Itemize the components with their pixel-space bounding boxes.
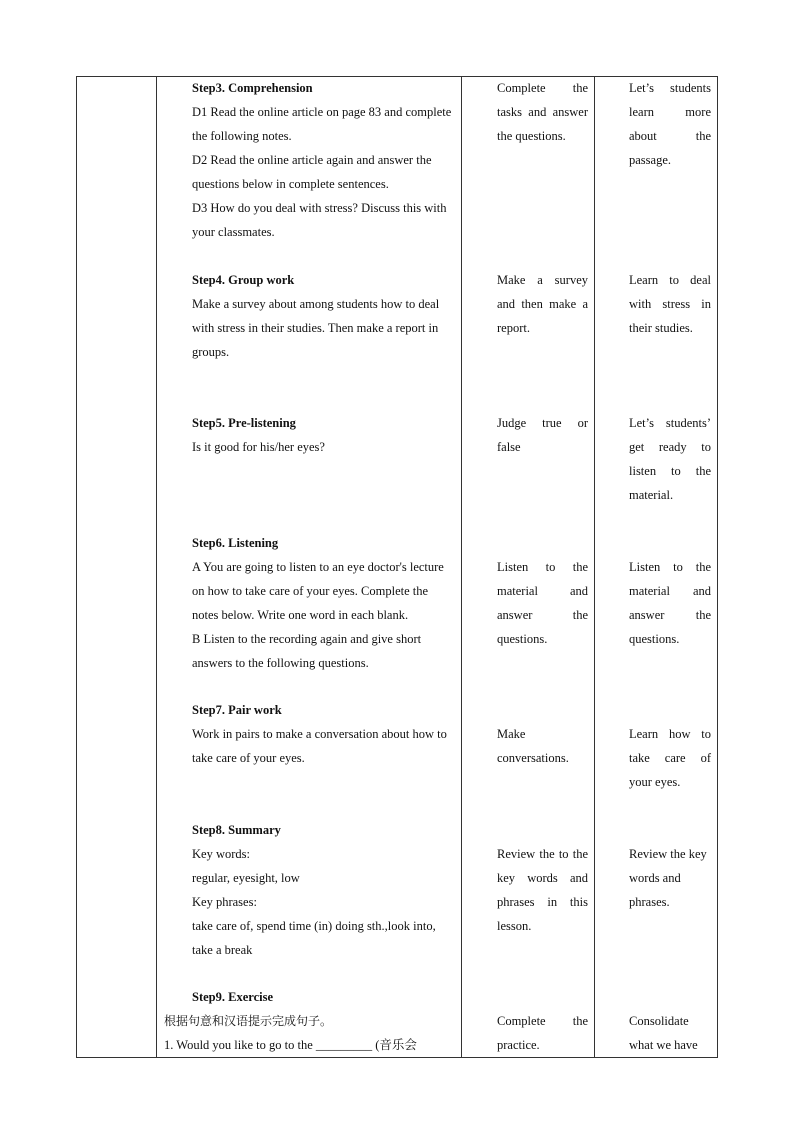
step7-student-activity: Make conversations. bbox=[497, 727, 569, 765]
step6-content bbox=[164, 531, 454, 675]
table-column-divider-1 bbox=[156, 76, 157, 1058]
step8-content bbox=[164, 818, 454, 962]
step8-key-words: regular, eyesight, low bbox=[192, 871, 300, 885]
step5-student-activity: Judge true or false bbox=[497, 416, 588, 454]
step7-content bbox=[164, 698, 454, 770]
step3-content bbox=[164, 76, 454, 244]
step4-line-1: Make a survey about among students how to deal with stress in their studies. Then make a report in groups. bbox=[192, 297, 440, 359]
step9-purpose: Consolidate what we have bbox=[629, 1014, 698, 1052]
step6-purpose: Listen to the material and answer the questions. bbox=[629, 560, 711, 646]
step4-purpose: Learn to deal with stress in their studies. bbox=[629, 273, 711, 335]
table-bottom-border bbox=[76, 1057, 718, 1058]
table-column-divider-3 bbox=[594, 76, 595, 1058]
table-right-border bbox=[717, 76, 718, 1058]
step4-content bbox=[164, 268, 454, 364]
step9-question-1: 1. Would you like to go to the _________ (音乐会 bbox=[164, 1038, 417, 1052]
step5-purpose: Let’s students’ get ready to listen to the material. bbox=[629, 416, 711, 502]
step7-line-1: Work in pairs to make a conversation about how to take care of your eyes. bbox=[192, 727, 447, 765]
step9-student-activity: Complete the practice. bbox=[497, 1014, 588, 1052]
step3-line-d3: D3 How do you deal with stress? Discuss this with your classmates. bbox=[192, 201, 447, 239]
step9-content bbox=[164, 985, 454, 1057]
step5-title: Step5. Pre-listening bbox=[192, 416, 296, 430]
step3-purpose: Let’s students learn more about the passage. bbox=[629, 81, 711, 167]
step8-key-words-label: Key words: bbox=[192, 847, 250, 861]
step9-instruction: 根据句意和汉语提示完成句子。 bbox=[164, 1014, 333, 1028]
step9-title: Step9. Exercise bbox=[192, 990, 274, 1004]
step7-title: Step7. Pair work bbox=[192, 703, 282, 717]
step3-line-d2: D2 Read the online article again and answer the questions below in complete sentences. bbox=[192, 153, 432, 191]
step8-key-phrases: take care of, spend time (in) doing sth.,look into, take a break bbox=[192, 919, 436, 957]
table-column-divider-2 bbox=[461, 76, 462, 1058]
step5-line-1: Is it good for his/her eyes? bbox=[192, 440, 325, 454]
step3-title: Step3. Comprehension bbox=[192, 81, 313, 95]
step3-student-activity: Complete the tasks and answer the questions. bbox=[497, 81, 588, 143]
step7-purpose: Learn how to take care of your eyes. bbox=[629, 727, 711, 789]
step8-student-activity: Review the to the key words and phrases in this lesson. bbox=[497, 847, 588, 933]
step3-line-d1: D1 Read the online article on page 83 and complete the following notes. bbox=[192, 105, 452, 143]
step6-title: Step6. Listening bbox=[192, 536, 279, 550]
step8-purpose: Review the key words and phrases. bbox=[629, 847, 707, 909]
step8-key-phrases-label: Key phrases: bbox=[192, 895, 257, 909]
step6-line-b: B Listen to the recording again and give short answers to the following questions. bbox=[192, 632, 422, 670]
step6-student-activity: Listen to the material and answer the questions. bbox=[497, 560, 588, 646]
step8-title: Step8. Summary bbox=[192, 823, 281, 837]
step6-line-a: A You are going to listen to an eye doctor's lecture on how to take care of your eyes. Complete the notes below. Write one word in each blank. bbox=[192, 560, 444, 622]
step4-student-activity: Make a survey and then make a report. bbox=[497, 273, 588, 335]
step4-title: Step4. Group work bbox=[192, 273, 295, 287]
table-left-border bbox=[76, 76, 77, 1058]
step5-content bbox=[164, 411, 454, 459]
